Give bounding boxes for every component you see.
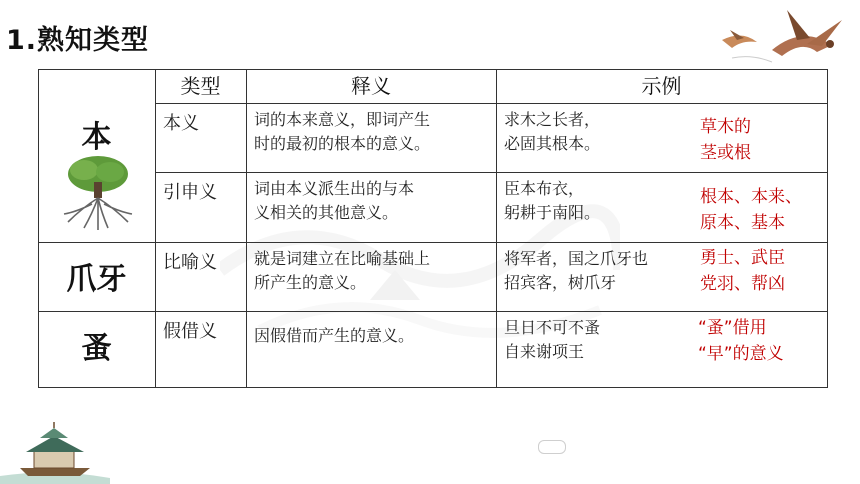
- definition-line: 义相关的其他意义。: [254, 203, 399, 222]
- header-example: 示例: [641, 74, 682, 98]
- answer-line: “蚤”借用: [698, 318, 767, 338]
- word-zhaoya: 爪牙: [66, 262, 127, 297]
- answer-text: [700, 184, 802, 236]
- example-cell: [496, 172, 696, 242]
- definition-cell: [246, 242, 496, 311]
- answer-line: 原本、基本: [700, 213, 785, 233]
- answer-text: [698, 315, 784, 367]
- word-zao: 蚤: [81, 331, 112, 366]
- example-line: 旦日不可不蚤: [504, 318, 601, 337]
- definition-line: 因假借而产生的意义。: [254, 326, 415, 345]
- example-line: 自来谢项王: [504, 342, 585, 361]
- type-cell: 本义: [163, 113, 199, 134]
- definition-line: 所产生的意义。: [254, 273, 367, 292]
- answer-line: 党羽、帮凶: [700, 274, 785, 294]
- definition-line: 时的最初的根本的意义。: [254, 134, 431, 153]
- definition-line: 就是词建立在比喻基础上: [254, 249, 431, 268]
- pavilion-boat-icon: [0, 418, 110, 484]
- answer-line: 勇士、武臣: [700, 248, 785, 268]
- header-type: 类型: [180, 74, 221, 98]
- type-cell: 引申义: [163, 182, 217, 203]
- answer-text: [700, 245, 785, 297]
- example-cell: [496, 311, 696, 387]
- type-cell: 比喻义: [163, 252, 217, 273]
- type-cell: 假借义: [163, 321, 217, 342]
- flying-birds-icon: [712, 0, 860, 72]
- definition-line: 词由本义派生出的与本: [254, 179, 415, 198]
- answer-line: “早”的意义: [698, 344, 784, 364]
- page-title: 1.熟知类型: [6, 25, 150, 56]
- definition-cell: [246, 103, 496, 172]
- answer-line: 根本、本来、: [700, 187, 802, 207]
- example-line: 臣本布衣，: [504, 179, 585, 198]
- word-ben: 本: [81, 120, 112, 155]
- example-line: 躬耕于南阳。: [504, 203, 601, 222]
- table-border-bottom: [38, 387, 828, 388]
- example-line: 求木之长者，: [504, 110, 601, 129]
- example-line: 必固其根本。: [504, 134, 601, 153]
- answer-text: [700, 114, 751, 166]
- tree-icon: [62, 152, 134, 230]
- example-line: 招宾客，树爪牙: [504, 273, 617, 292]
- answer-line: 茎或根: [700, 143, 751, 163]
- example-cell: [496, 103, 696, 172]
- definition-cell: [246, 311, 496, 387]
- definition-cell: [246, 172, 496, 242]
- example-line: 将军者，国之爪牙也: [504, 249, 649, 268]
- watermark-logo: [538, 440, 566, 454]
- definition-line: 词的本来意义，即词产生: [254, 110, 431, 129]
- example-cell: [496, 242, 696, 311]
- header-definition: 释义: [351, 74, 391, 98]
- answer-line: 草木的: [700, 117, 751, 137]
- table-border-right: [827, 69, 828, 388]
